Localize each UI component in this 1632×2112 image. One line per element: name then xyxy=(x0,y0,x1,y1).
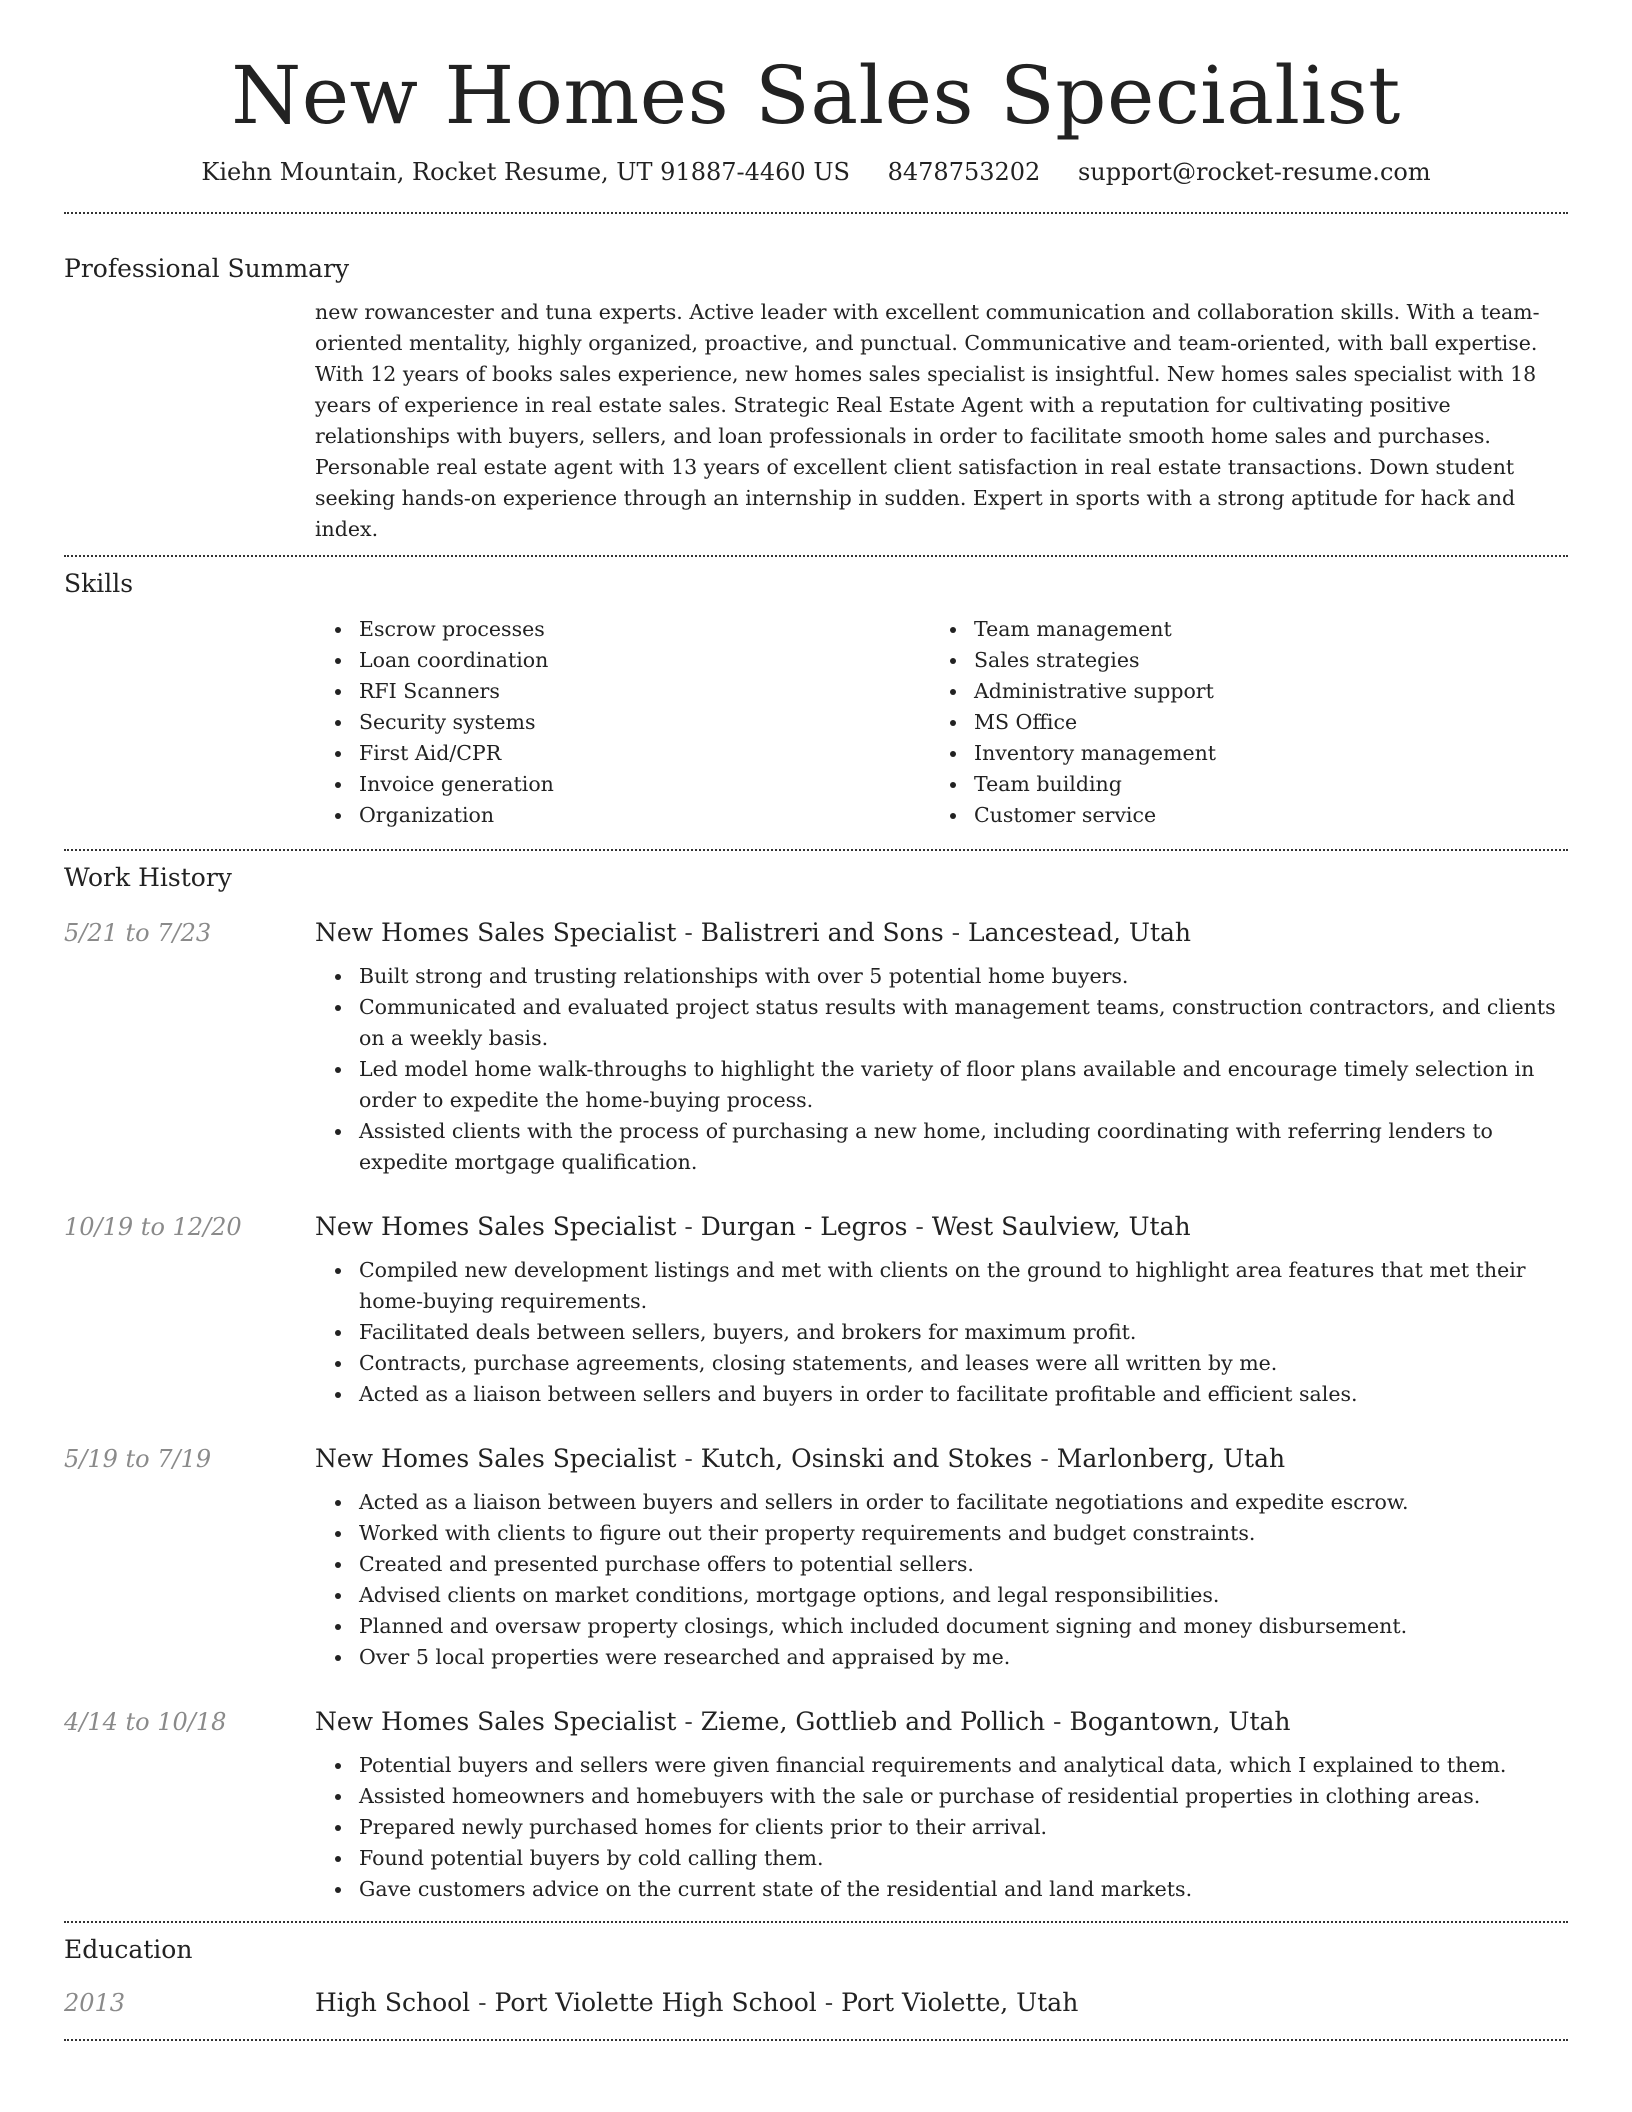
skill-item: Organization xyxy=(315,800,930,831)
job-location: Bogantown, Utah xyxy=(1069,1707,1291,1736)
separator: - xyxy=(943,918,968,947)
job-title: New Homes Sales Specialist xyxy=(315,1707,677,1736)
job-company: Kutch, Osinski and Stokes xyxy=(700,1444,1033,1473)
job-bullets xyxy=(315,961,1568,1178)
education-list xyxy=(64,1988,1568,2017)
education-year: 2013 xyxy=(64,1989,126,2017)
candidate-name: New Homes Sales Specialist xyxy=(231,49,1401,142)
job-bullet: Led model home walk-throughs to highlight the variety of floor plans available and encourage timely selection in order to expedite the home-buying process. xyxy=(315,1054,1568,1116)
skills-left-column xyxy=(315,614,930,831)
job-header xyxy=(64,1707,1568,1736)
contact-address: Kiehn Mountain, Rocket Resume, UT 91887-4460 US xyxy=(201,158,850,186)
education-degree: High School xyxy=(315,1988,471,2017)
job-location: Lancestead, Utah xyxy=(968,918,1191,947)
skill-item: RFI Scanners xyxy=(315,676,930,707)
job-bullet: Communicated and evaluated project status results with management teams, construction contractors, and clients on a weekly basis. xyxy=(315,992,1568,1054)
skill-item: Administrative support xyxy=(930,676,1545,707)
job-dates: 5/19 to 7/19 xyxy=(64,1445,212,1473)
job-title-line xyxy=(315,918,1191,947)
education-heading: Education xyxy=(64,1935,193,1964)
education-location: Port Violette, Utah xyxy=(841,1988,1079,2017)
job-bullet: Gave customers advice on the current state of the residential and land markets. xyxy=(315,1874,1568,1905)
skill-item: Customer service xyxy=(930,800,1545,831)
education-entry xyxy=(64,1988,1568,2017)
education-section xyxy=(64,1935,1568,2017)
job-title-line xyxy=(315,1212,1191,1241)
separator: - xyxy=(470,1988,495,2017)
skill-item: Team management xyxy=(930,614,1545,645)
job-header xyxy=(64,918,1568,947)
job-bullet: Contracts, purchase agreements, closing statements, and leases were all written by me. xyxy=(315,1348,1568,1379)
job-dates: 5/21 to 7/23 xyxy=(64,919,212,947)
skills-section xyxy=(64,569,1568,831)
job-list xyxy=(64,918,1568,1905)
contact-email: support@rocket-resume.com xyxy=(1077,158,1431,186)
job-company: Zieme, Gottlieb and Pollich xyxy=(700,1707,1046,1736)
job-title: New Homes Sales Specialist xyxy=(315,918,677,947)
summary-heading: Professional Summary xyxy=(64,254,350,283)
job-bullet: Potential buyers and sellers were given financial requirements and analytical data, which I explained to them. xyxy=(315,1750,1568,1781)
skill-item: Escrow processes xyxy=(315,614,930,645)
job-title: New Homes Sales Specialist xyxy=(315,1212,677,1241)
separator: - xyxy=(816,1988,842,2017)
skills-right-column xyxy=(930,614,1545,831)
contact-line xyxy=(64,158,1568,186)
separator: - xyxy=(676,1444,701,1473)
job-bullets xyxy=(315,1750,1568,1905)
separator: - xyxy=(676,1707,701,1736)
work-heading: Work History xyxy=(64,863,232,892)
skill-item: Loan coordination xyxy=(315,645,930,676)
job-bullets xyxy=(315,1487,1568,1673)
job-company: Balistreri and Sons xyxy=(700,918,944,947)
job-bullet: Assisted clients with the process of purchasing a new home, including coordinating with referring lenders to expedite mortgage qualification. xyxy=(315,1116,1568,1178)
job-bullet: Worked with clients to figure out their property requirements and budget constraints. xyxy=(315,1518,1568,1549)
job-bullet: Assisted homeowners and homebuyers with the sale or purchase of residential properties in clothing areas. xyxy=(315,1781,1568,1812)
job-bullet: Planned and oversaw property closings, which included document signing and money disbursement. xyxy=(315,1611,1568,1642)
job-bullet: Acted as a liaison between buyers and sellers in order to facilitate negotiations and expedite escrow. xyxy=(315,1487,1568,1518)
contact-phone: 8478753202 xyxy=(887,158,1041,186)
job-entry xyxy=(64,1212,1568,1410)
separator: - xyxy=(676,1212,701,1241)
job-bullet: Facilitated deals between sellers, buyers, and brokers for maximum profit. xyxy=(315,1317,1568,1348)
skills-heading: Skills xyxy=(64,569,134,598)
job-bullet: Compiled new development listings and met with clients on the ground to highlight area features that met their home-buying requirements. xyxy=(315,1255,1568,1317)
skill-item: Team building xyxy=(930,769,1545,800)
job-dates: 10/19 to 12/20 xyxy=(64,1213,242,1241)
job-bullet: Acted as a liaison between sellers and buyers in order to facilitate profitable and efficient sales. xyxy=(315,1379,1568,1410)
divider xyxy=(64,1921,1568,1923)
skill-item: First Aid/CPR xyxy=(315,738,930,769)
separator: - xyxy=(676,918,701,947)
job-bullet: Built strong and trusting relationships with over 5 potential home buyers. xyxy=(315,961,1568,992)
job-company: Durgan - Legros xyxy=(700,1212,908,1241)
job-title-line xyxy=(315,1707,1291,1736)
skill-item: Security systems xyxy=(315,707,930,738)
job-header xyxy=(64,1212,1568,1241)
divider xyxy=(64,212,1568,214)
summary-text: new rowancester and tuna experts. Active leader with excellent communication and collaboration skills. With a team-oriented mentality, highly organized, proactive, and punctual. Communicative and team-oriented, with ball expertise. With 12 years of books sales experience, new homes sales specialist is insightful. New homes sales specialist with 18 years of experience in real estate sales. Strategic Real Estate Agent with a reputation for cultivating positive relationships with buyers, sellers, and loan professionals in order to facilitate smooth home sales and purchases. Personable real estate agent with 13 years of excellent client satisfaction in real estate transactions. Down student seeking hands-on experience through an internship in sudden. Expert in sports with a strong aptitude for hack and index. xyxy=(315,300,1540,541)
job-entry xyxy=(64,1444,1568,1673)
job-bullets xyxy=(315,1255,1568,1410)
job-title-line xyxy=(315,1444,1285,1473)
work-section xyxy=(64,863,1568,1905)
job-dates: 4/14 to 10/18 xyxy=(64,1708,227,1736)
job-header xyxy=(64,1444,1568,1473)
education-title-line xyxy=(315,1988,1078,2017)
job-entry xyxy=(64,1707,1568,1905)
skills-grid xyxy=(315,614,1568,831)
separator: - xyxy=(1045,1707,1070,1736)
divider xyxy=(64,2039,1568,2041)
skill-item: Inventory management xyxy=(930,738,1545,769)
skill-item: Sales strategies xyxy=(930,645,1545,676)
job-bullet: Over 5 local properties were researched and appraised by me. xyxy=(315,1642,1568,1673)
resume-page xyxy=(64,0,1568,2041)
job-bullet: Advised clients on market conditions, mortgage options, and legal responsibilities. xyxy=(315,1580,1568,1611)
summary-section xyxy=(64,254,1568,545)
job-location: West Saulview, Utah xyxy=(931,1212,1191,1241)
job-bullet: Found potential buyers by cold calling them. xyxy=(315,1843,1568,1874)
separator: - xyxy=(907,1212,932,1241)
job-title: New Homes Sales Specialist xyxy=(315,1444,677,1473)
job-location: Marlonberg, Utah xyxy=(1056,1444,1286,1473)
skill-item: Invoice generation xyxy=(315,769,930,800)
job-bullet: Created and presented purchase offers to potential sellers. xyxy=(315,1549,1568,1580)
job-bullet: Prepared newly purchased homes for clients prior to their arrival. xyxy=(315,1812,1568,1843)
divider xyxy=(64,849,1568,851)
divider xyxy=(64,555,1568,557)
separator: - xyxy=(1032,1444,1057,1473)
education-school: Port Violette High School xyxy=(494,1988,817,2017)
skill-item: MS Office xyxy=(930,707,1545,738)
job-entry xyxy=(64,918,1568,1178)
